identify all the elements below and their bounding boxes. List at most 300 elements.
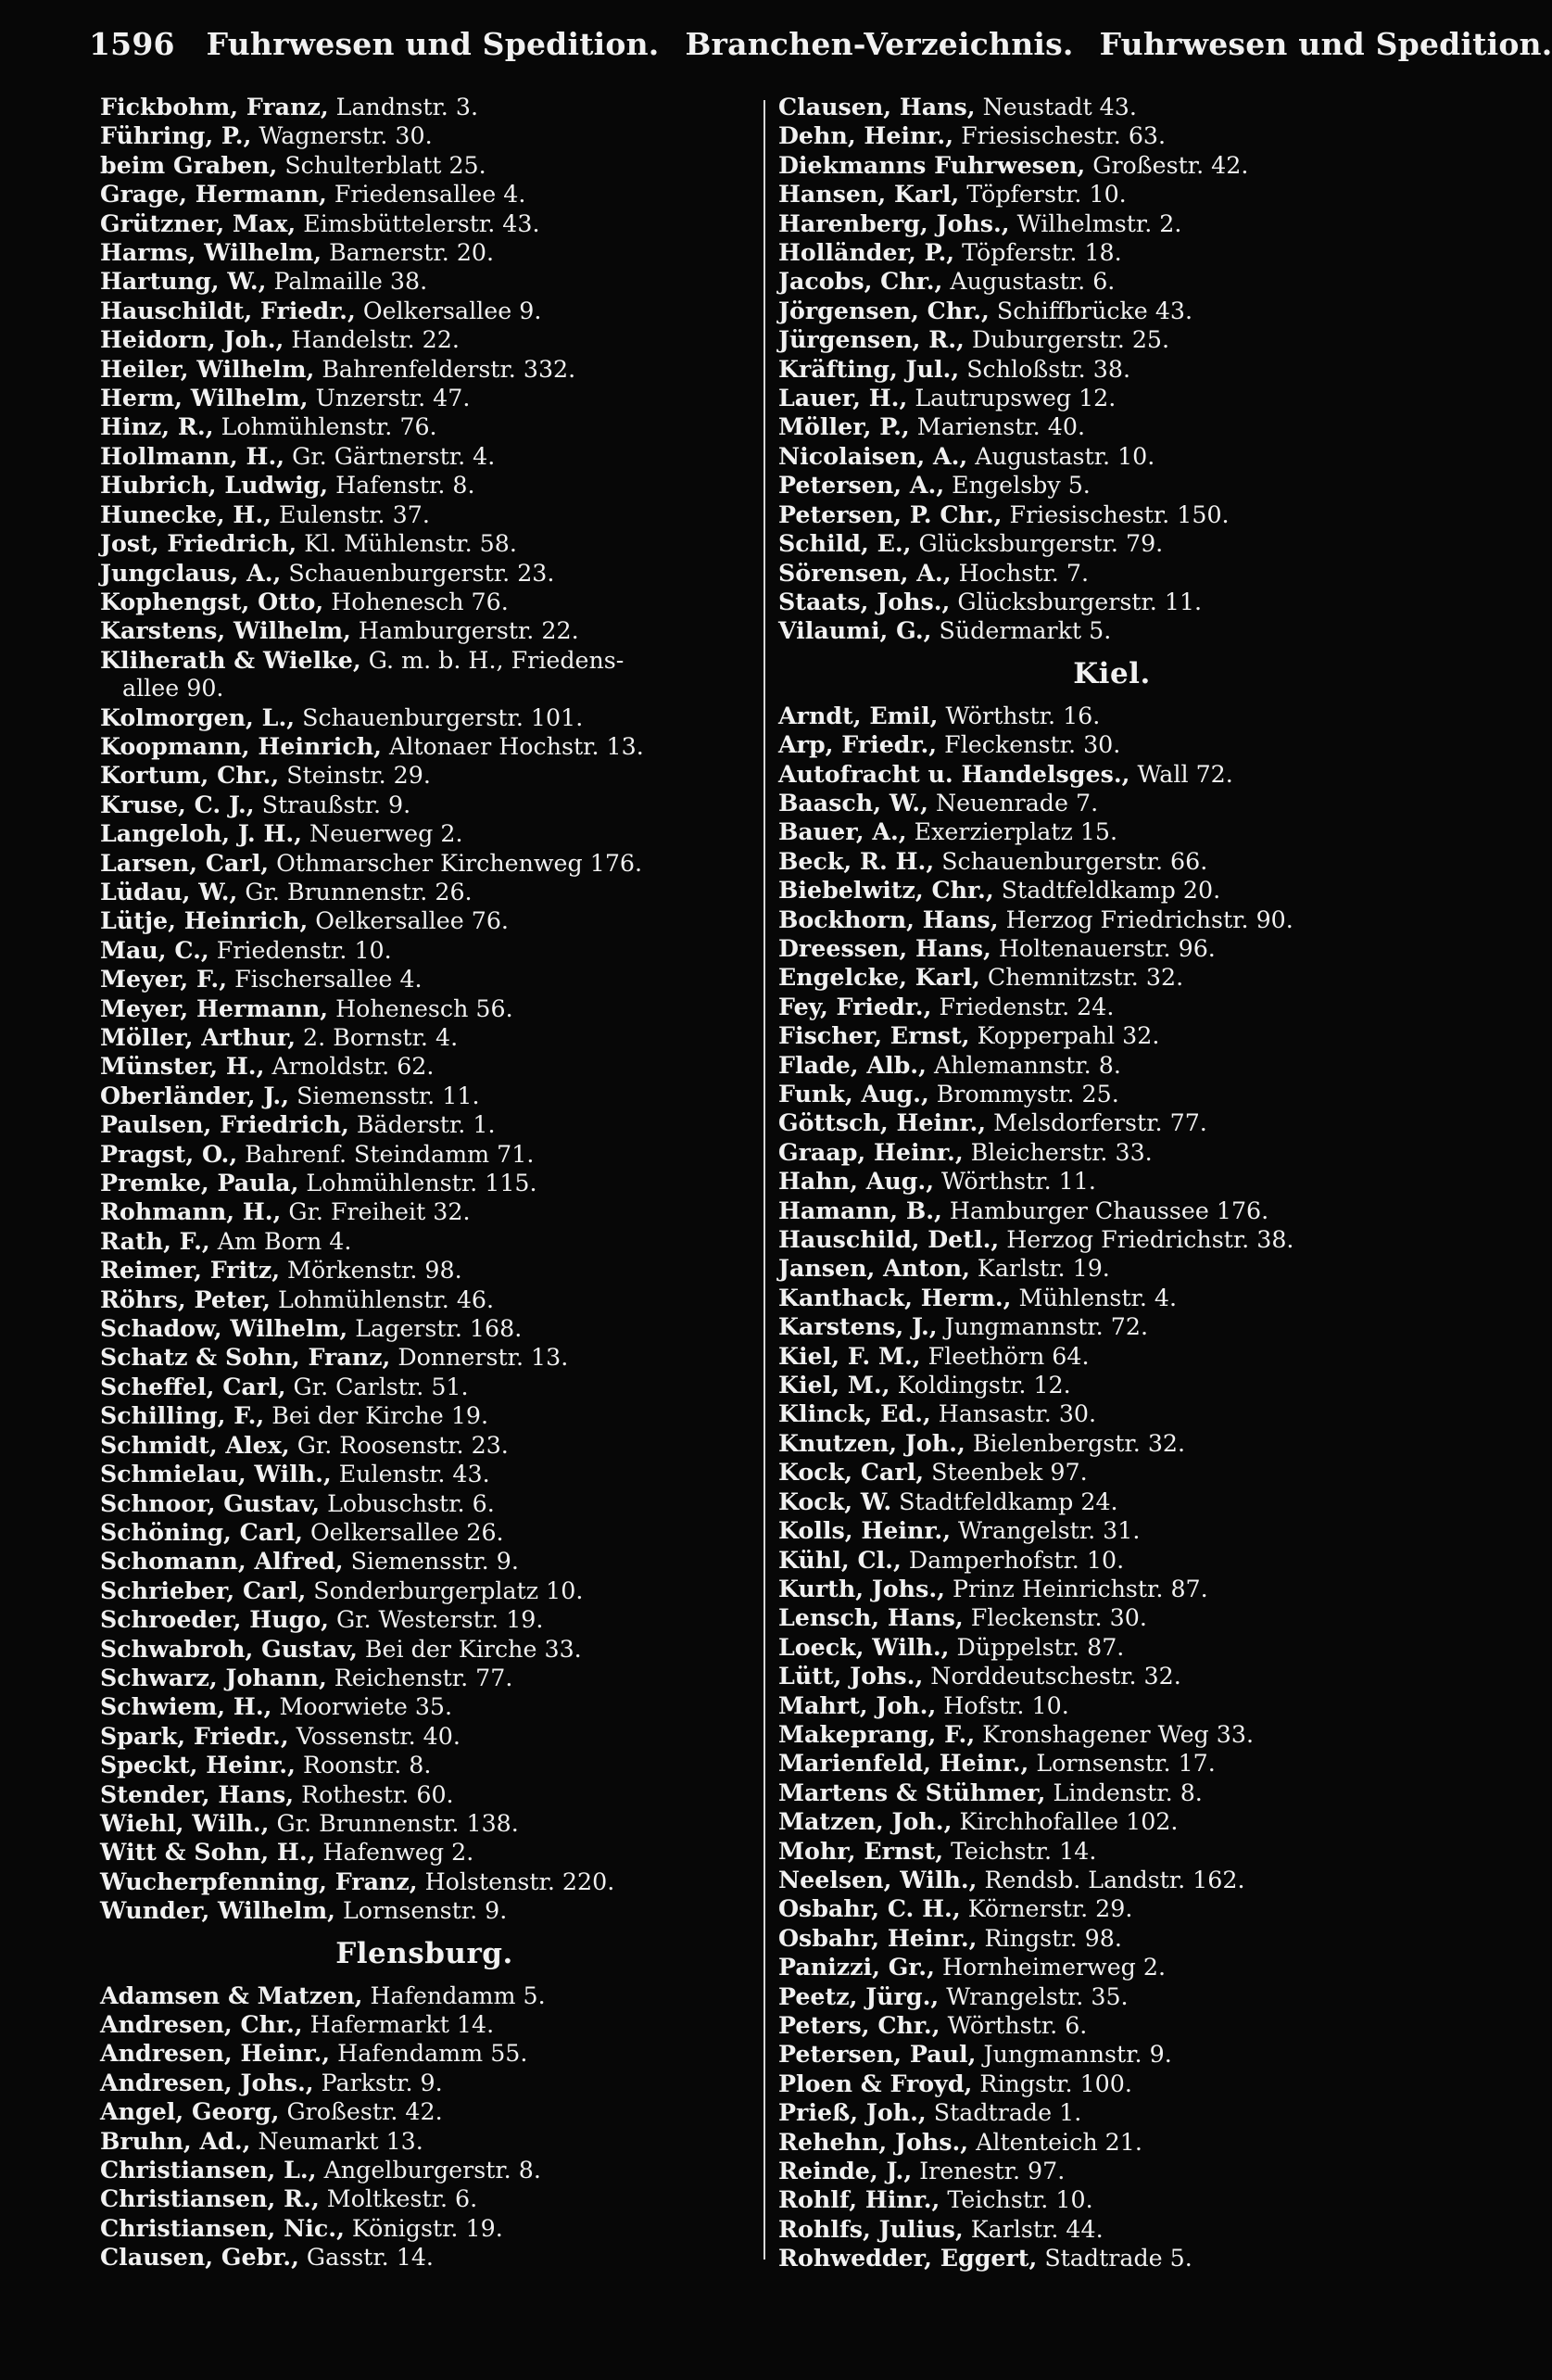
listing-address: Stadtrade 1. — [926, 2099, 1082, 2127]
listing-entry — [778, 325, 1445, 354]
listing-name: Rohlfs, Julius, — [778, 2214, 964, 2243]
listing-name: Makeprang, F., — [778, 1719, 976, 1748]
listing-name: Schroeder, Hugo, — [100, 1605, 329, 1634]
listing-entry — [778, 209, 1445, 238]
listing-address: Koldingstr. 12. — [890, 1372, 1071, 1399]
listing-entry — [778, 2011, 1445, 2040]
listing-address: Töpferstr. 18. — [954, 239, 1122, 267]
listing-address: Oelkersallee 26. — [302, 1518, 504, 1546]
listing-entry — [100, 1692, 749, 1721]
right-column — [778, 93, 1445, 2273]
listing-address: Donnerstr. 13. — [390, 1344, 569, 1372]
listing-address: Kirchhofallee 102. — [952, 1808, 1179, 1836]
listing-name: Röhrs, Peter, — [100, 1285, 271, 1313]
listing-address: Holtenauerstr. 96. — [991, 934, 1216, 962]
listing-address: Herzog Friedrichstr. 38. — [999, 1226, 1294, 1254]
listing-name: Göttsch, Heinr., — [778, 1108, 987, 1137]
listing-name: Larsen, Carl, — [100, 848, 270, 877]
listing-address: Neumarkt 13. — [250, 2127, 423, 2155]
listing-address: Wörthstr. 6. — [940, 2012, 1088, 2039]
listing-name: Autofracht u. Handelsges., — [778, 759, 1130, 788]
listing-entry — [100, 209, 749, 238]
listing-address: Chemnitzstr. 32. — [979, 964, 1184, 992]
listing-entry — [778, 1225, 1445, 1254]
listing-address: Melsdorferstr. 77. — [986, 1109, 1207, 1137]
listing-name: Möller, Arthur, — [100, 1023, 297, 1051]
listing-name: Petersen, A., — [778, 471, 945, 500]
listing-name: Karstens, J., — [778, 1312, 938, 1341]
listing-name: Holländer, P., — [778, 238, 955, 267]
listing-name: Kolmorgen, L., — [100, 703, 296, 731]
listing-name: Hubrich, Ludwig, — [100, 471, 329, 500]
listing-entry — [778, 1546, 1445, 1575]
listing-address: Hafenweg 2. — [315, 1839, 474, 1867]
listing-address: 2. Bornstr. 4. — [296, 1024, 459, 1051]
listing-address: Friedenstr. 10. — [208, 936, 392, 964]
listing-address: Jungmannstr. 9. — [976, 2041, 1172, 2069]
listing-name: Rohwedder, Eggert, — [778, 2244, 1038, 2272]
listing-address: Wörthstr. 16. — [938, 702, 1101, 729]
listing-name: Arndt, Emil, — [778, 701, 939, 729]
listing-name: Kurth, Johs., — [778, 1574, 945, 1602]
listing-address: Gr. Freiheit 32. — [281, 1198, 471, 1226]
listing-name: Koopmann, Heinrich, — [100, 731, 382, 760]
listing-entry — [778, 1284, 1445, 1312]
listing-address: Eimsbüttelerstr. 43. — [296, 209, 540, 237]
listing-entry — [778, 297, 1445, 325]
listing-address: Hofstr. 10. — [936, 1691, 1069, 1719]
listing-name: Kiel, F. M., — [778, 1341, 921, 1370]
listing-entry — [778, 1167, 1445, 1196]
listing-entry — [100, 1896, 749, 1925]
listing-name: Rohlf, Hinr., — [778, 2185, 940, 2214]
listing-entry — [778, 121, 1445, 150]
listing-address: Wrangelstr. 35. — [939, 1982, 1129, 2010]
listing-address: Altonaer Hochstr. 13. — [381, 732, 644, 760]
listing-address: Stadtfeldkamp 20. — [993, 877, 1221, 905]
listing-entry — [100, 2243, 749, 2272]
listing-entry — [778, 1138, 1445, 1167]
listing-entry — [778, 1575, 1445, 1603]
listing-address: Jungmannstr. 72. — [937, 1313, 1148, 1341]
listing-name: Kühl, Cl., — [778, 1545, 902, 1574]
listing-address: Ringstr. 100. — [972, 2070, 1132, 2097]
listing-name: Martens & Stühmer, — [778, 1778, 1046, 1806]
listing-name: Wucherpfenning, Franz, — [100, 1867, 418, 1895]
listing-entry — [778, 1371, 1445, 1399]
listing-entry — [778, 1894, 1445, 1923]
listing-entry — [100, 1401, 749, 1430]
listing-entry — [100, 2156, 749, 2184]
listing-address: Altenteich 21. — [968, 2128, 1142, 2156]
listing-address: Gr. Carlstr. 51. — [285, 1373, 469, 1400]
listing-address: Mörkenstr. 98. — [280, 1257, 462, 1285]
listing-address: Gr. Brunnenstr. 26. — [237, 878, 473, 905]
listing-entry — [778, 963, 1445, 992]
listing-name: Osbahr, C. H., — [778, 1894, 961, 1923]
listing-name: Hauschild, Detl., — [778, 1225, 1000, 1254]
listing-entry — [100, 1751, 749, 1779]
listing-address: Lobuschstr. 6. — [320, 1489, 495, 1517]
listing-address: Lohmühlenstr. 115. — [298, 1170, 537, 1197]
listing-entry — [100, 2214, 749, 2243]
listing-name: Rehehn, Johs., — [778, 2127, 969, 2156]
listing-address: Töpferstr. 10. — [959, 181, 1127, 209]
listing-name: Bockhorn, Hans, — [778, 905, 999, 933]
listing-address: Reichenstr. 77. — [326, 1664, 513, 1691]
listing-address: Hochstr. 7. — [951, 559, 1090, 587]
listing-entry — [778, 876, 1445, 905]
listing-name: Lütt, Johs., — [778, 1662, 924, 1690]
listing-address: Hamburgerstr. 22. — [350, 617, 579, 645]
listing-name: Jacobs, Chr., — [778, 267, 943, 296]
listing-entry — [778, 789, 1445, 817]
listing-name: Adamsen & Matzen, — [100, 1981, 363, 2009]
listing-address: Damperhofstr. 10. — [901, 1546, 1125, 1574]
listing-name: Schmielau, Wilh., — [100, 1460, 332, 1488]
listing-name: Schwarz, Johann, — [100, 1663, 327, 1691]
listing-name: Engelcke, Karl, — [778, 963, 980, 992]
listing-entry — [100, 994, 749, 1023]
listing-name: Münster, H., — [100, 1052, 265, 1081]
listing-address: Bei der Kirche 33. — [357, 1635, 582, 1663]
listing-name: Dreessen, Hans, — [778, 933, 991, 962]
listing-address: Stadtrade 5. — [1037, 2245, 1192, 2272]
listing-name: Christiansen, L., — [100, 2156, 317, 2184]
listing-address: Unzerstr. 47. — [308, 385, 471, 412]
listing-address: Südermarkt 5. — [931, 617, 1112, 645]
listing-entry — [100, 1227, 749, 1256]
listing-name: Jost, Friedrich, — [100, 529, 297, 558]
listing-address: Bahrenfelderstr. 332. — [314, 355, 576, 383]
listing-name: Kortum, Chr., — [100, 761, 280, 790]
listing-entry — [778, 1254, 1445, 1283]
listing-address: Wrangelstr. 31. — [951, 1517, 1141, 1545]
listing-name: Pragst, O., — [100, 1139, 238, 1168]
listing-name: Mau, C., — [100, 935, 209, 964]
listing-entry — [100, 1373, 749, 1401]
listing-name: Herm, Wilhelm, — [100, 384, 309, 412]
listing-name: Flade, Alb., — [778, 1050, 927, 1079]
listing-name: Schwiem, H., — [100, 1692, 272, 1721]
listing-address: Bahrenf. Steindamm 71. — [237, 1140, 535, 1168]
listing-name: Peetz, Jürg., — [778, 1981, 940, 2010]
listing-address: Irenestr. 97. — [912, 2158, 1066, 2185]
listing-address: Karlstr. 19. — [969, 1255, 1110, 1283]
listing-address: Glücksburgerstr. 79. — [911, 530, 1164, 558]
listing-address: Augustastr. 6. — [942, 268, 1116, 296]
listing-entry — [778, 355, 1445, 384]
listing-address: Lornsenstr. 17. — [1028, 1750, 1216, 1778]
listing-address: Rendsb. Landstr. 162. — [977, 1866, 1245, 1893]
listing-address: Arnoldstr. 62. — [264, 1053, 435, 1081]
listing-entry — [778, 1662, 1445, 1690]
listing-entry — [778, 1982, 1445, 2011]
listing-address: Steenbek 97. — [924, 1459, 1088, 1487]
listing-entry — [778, 267, 1445, 296]
listing-name: Beck, R. H., — [778, 846, 935, 875]
listing-entry — [778, 1807, 1445, 1836]
listing-address: Karlstr. 44. — [963, 2215, 1104, 2243]
listing-address: Wall 72. — [1129, 760, 1233, 788]
listing-address: Königstr. 19. — [344, 2214, 503, 2242]
listing-entry — [100, 1197, 749, 1226]
listing-entry — [100, 1285, 749, 1314]
listing-entry — [100, 1489, 749, 1518]
listing-address: Lautrupsweg 12. — [907, 385, 1117, 412]
listing-name: Möller, P., — [778, 412, 910, 441]
listing-name: Vilaumi, G., — [778, 616, 932, 645]
listing-entry — [778, 180, 1445, 209]
listing-name: Kiel, M., — [778, 1371, 890, 1399]
listing-address: Hohenesch 76. — [323, 588, 509, 615]
listing-address: Moltkestr. 6. — [319, 2185, 478, 2213]
listing-name: Witt & Sohn, H., — [100, 1838, 316, 1867]
listing-address: Friesischestr. 63. — [953, 122, 1167, 150]
listing-entry — [100, 1343, 749, 1372]
listing-name: Schwabroh, Gustav, — [100, 1634, 358, 1663]
listing-name: Diekmanns Fuhrwesen, — [778, 150, 1086, 179]
listing-entry — [100, 1635, 749, 1664]
listing-entry — [100, 1110, 749, 1139]
listing-address: Lornsenstr. 9. — [334, 1897, 508, 1925]
listing-entry — [100, 588, 749, 616]
listing-name: Bruhn, Ad., — [100, 2126, 251, 2155]
listing-address: Hohenesch 56. — [328, 994, 513, 1022]
listing-address: Teichstr. 14. — [943, 1837, 1097, 1865]
listing-address: Fischersallee 4. — [227, 966, 423, 994]
listing-entry — [778, 847, 1445, 876]
listing-entry — [100, 151, 749, 180]
listing-name: Kock, Carl, — [778, 1458, 925, 1487]
listing-name: Christiansen, R., — [100, 2184, 320, 2213]
column-divider — [763, 100, 765, 2260]
listing-entry — [778, 500, 1445, 529]
header-right-title: Fuhrwesen und Spedition. — [1099, 26, 1552, 62]
listing-entry — [778, 384, 1445, 412]
listing-name: Petersen, Paul, — [778, 2040, 977, 2069]
listing-address: Oelkersallee 9. — [355, 297, 542, 324]
listing-name: Wunder, Wilhelm, — [100, 1896, 335, 1925]
listing-entry — [778, 934, 1445, 963]
listing-entry — [778, 1458, 1445, 1487]
listing-entry — [100, 616, 749, 645]
listing-name: Staats, Johs., — [778, 587, 951, 615]
listing-address: Gasstr. 14. — [298, 2244, 434, 2272]
listing-address: Steinstr. 29. — [279, 762, 431, 790]
listing-address: Fleckenstr. 30. — [937, 731, 1121, 759]
listing-name: Langeloh, J. H., — [100, 819, 302, 848]
listing-address: Fleethörn 64. — [920, 1342, 1090, 1370]
listing-address: Am Born 4. — [209, 1227, 352, 1255]
listing-entry — [778, 1603, 1445, 1632]
listing-name: Peters, Chr., — [778, 2011, 940, 2039]
listing-address: Gr. Roosenstr. 23. — [289, 1431, 509, 1459]
listing-name: Christiansen, Nic., — [100, 2213, 345, 2242]
listing-address: Norddeutschestr. 32. — [923, 1663, 1181, 1690]
listing-address: Holstenstr. 220. — [417, 1867, 615, 1895]
listing-entry — [778, 471, 1445, 500]
listing-entry — [778, 1488, 1445, 1516]
listing-entry — [100, 2097, 749, 2126]
listing-name: Matzen, Joh., — [778, 1807, 953, 1836]
listing-entry — [778, 1633, 1445, 1662]
listing-address: Brommystr. 25. — [928, 1081, 1119, 1108]
listing-name: Grage, Hermann, — [100, 180, 327, 209]
listing-address: Großestr. 42. — [1085, 151, 1249, 179]
listing-name: Hansen, Karl, — [778, 180, 960, 209]
listing-address: Bei der Kirche 19. — [264, 1402, 489, 1430]
listing-entry — [778, 1021, 1445, 1050]
listing-name: Fey, Friedr., — [778, 992, 932, 1020]
page-number: 1596 — [89, 26, 175, 62]
listing-entry — [778, 1051, 1445, 1080]
listing-name: Baasch, W., — [778, 788, 928, 817]
listing-address: Kronshagener Weg 33. — [975, 1720, 1255, 1748]
listing-name: Andresen, Chr., — [100, 2010, 303, 2038]
listing-address: Palmaille 38. — [266, 268, 428, 296]
listing-entry — [778, 1429, 1445, 1458]
listing-address: Teichstr. 10. — [940, 2186, 1093, 2214]
listing-entry — [778, 1399, 1445, 1428]
listing-entry — [100, 1664, 749, 1692]
listing-address: Oelkersallee 76. — [308, 907, 509, 935]
listing-address: Hafenstr. 8. — [328, 472, 475, 500]
listing-entry — [778, 1196, 1445, 1225]
listing-entry — [778, 1516, 1445, 1545]
listing-address: Angelburgerstr. 8. — [316, 2157, 541, 2184]
listing-name: Hamann, B., — [778, 1196, 942, 1224]
listing-entry — [778, 1749, 1445, 1778]
listing-name: Spark, Friedr., — [100, 1721, 289, 1750]
listing-name: Petersen, P. Chr., — [778, 500, 1003, 528]
listing-address: Hornheimerweg 2. — [934, 1954, 1167, 1981]
listing-name: Reinde, J., — [778, 2157, 913, 2185]
listing-address: Hamburger Chaussee 176. — [941, 1196, 1269, 1224]
listing-name: Stender, Hans, — [100, 1779, 295, 1808]
listing-name: Lauer, H., — [778, 384, 908, 412]
listing-address: Bleicherstr. 33. — [963, 1138, 1153, 1166]
listing-entry — [778, 151, 1445, 180]
listing-name: Andresen, Heinr., — [100, 2039, 331, 2068]
listing-entry — [100, 906, 749, 935]
listing-address: Friesischestr. 150. — [1002, 500, 1230, 528]
listing-address: Vossenstr. 40. — [288, 1722, 461, 1750]
listing-address: Kopperpahl 32. — [969, 1022, 1160, 1050]
listing-name: Schadow, Wilhelm, — [100, 1314, 348, 1343]
listing-address: Friedenstr. 24. — [931, 993, 1115, 1020]
listing-name: Schilling, F., — [100, 1401, 265, 1430]
listing-entry — [100, 1169, 749, 1197]
listing-name: Kruse, C. J., — [100, 790, 255, 818]
listing-name: Klinck, Ed., — [778, 1399, 931, 1428]
listing-address: Augustastr. 10. — [967, 442, 1155, 470]
listing-address: Hansastr. 30. — [930, 1400, 1097, 1428]
left-column — [100, 93, 749, 2272]
listing-address: Lohmühlenstr. 76. — [213, 413, 437, 441]
listing-entry — [778, 702, 1445, 730]
listing-entry — [100, 878, 749, 906]
listing-address: Hafendamm 55. — [330, 2040, 528, 2068]
listing-address: Ahlemannstr. 8. — [926, 1051, 1121, 1079]
listing-address: Schauenburgerstr. 101. — [295, 703, 584, 731]
listing-name: Fischer, Ernst, — [778, 1021, 970, 1050]
listing-address: Hafermarkt 14. — [302, 2011, 495, 2038]
listing-address: Schauenburgerstr. 66. — [934, 847, 1208, 875]
listing-address: Lindenstr. 8. — [1045, 1779, 1203, 1806]
listing-name: Karstens, Wilhelm, — [100, 616, 351, 645]
header-left-title: Fuhrwesen und Spedition. — [206, 26, 660, 62]
listing-address: Marienstr. 40. — [909, 413, 1085, 441]
listing-address: Wörthstr. 11. — [934, 1168, 1096, 1196]
listing-entry — [100, 791, 749, 819]
listing-entry — [100, 761, 749, 790]
listing-entry — [100, 1256, 749, 1285]
listing-name: Clausen, Hans, — [778, 93, 976, 120]
listing-name: Graap, Heinr., — [778, 1137, 964, 1166]
listing-name: Schmidt, Alex, — [100, 1430, 290, 1459]
page-header — [89, 26, 1552, 72]
listing-address: Schauenburgerstr. 23. — [281, 559, 555, 587]
listing-name: beim Graben, — [100, 150, 278, 179]
listing-address: Prinz Heinrichstr. 87. — [944, 1575, 1208, 1602]
listing-name: Wiehl, Wilh., — [100, 1808, 270, 1837]
listing-name: Clausen, Gebr., — [100, 2243, 299, 2272]
listing-entry — [778, 1691, 1445, 1720]
listing-name: Führing, P., — [100, 121, 252, 150]
listing-entry — [100, 2184, 749, 2213]
listing-entry — [778, 1080, 1445, 1108]
listing-entry — [100, 1431, 749, 1460]
listing-address: Eulenstr. 37. — [271, 500, 430, 528]
listing-address: Eulenstr. 43. — [331, 1461, 490, 1488]
listing-entry — [778, 588, 1445, 616]
listing-entry — [100, 2069, 749, 2097]
listing-address: Stadtfeldkamp 24. — [891, 1488, 1118, 1515]
listing-entry — [778, 1312, 1445, 1341]
listing-entry — [778, 238, 1445, 267]
listing-address: Lohmühlenstr. 46. — [270, 1285, 495, 1313]
listing-entry — [100, 1780, 749, 1809]
listing-entry — [100, 1460, 749, 1488]
listing-address: Handelstr. 22. — [284, 326, 460, 354]
listing-entry — [778, 529, 1445, 558]
listing-address: Friedensallee 4. — [326, 181, 526, 209]
listing-name: Jansen, Anton, — [778, 1254, 970, 1283]
listing-entry — [100, 180, 749, 209]
listing-name: Kliherath & Wielke, — [100, 645, 361, 674]
listing-name: Scheffel, Carl, — [100, 1372, 286, 1400]
listing-entry — [100, 1023, 749, 1052]
listing-entry — [100, 325, 749, 354]
listing-name: Mohr, Ernst, — [778, 1836, 944, 1865]
listing-entry — [778, 2185, 1445, 2214]
listing-address: Barnerstr. 20. — [322, 239, 495, 267]
listing-entry — [778, 817, 1445, 846]
listing-address: Duburgerstr. 25. — [964, 326, 1170, 354]
listing-address: Bäderstr. 1. — [348, 1111, 496, 1139]
listing-address: Gr. Gärtnerstr. 4. — [284, 442, 496, 470]
listing-address: Rothestr. 60. — [294, 1780, 454, 1808]
listing-name: Kräfting, Jul., — [778, 354, 960, 383]
listing-name: Loeck, Wilh., — [778, 1632, 950, 1661]
listing-address: Neuerweg 2. — [301, 820, 463, 848]
listing-entry — [100, 471, 749, 500]
listing-name: Meyer, Hermann, — [100, 994, 329, 1022]
listing-name: Jörgensen, Chr., — [778, 296, 990, 324]
listing-name: Dehn, Heinr., — [778, 121, 954, 150]
listing-name: Hinz, R., — [100, 412, 214, 441]
